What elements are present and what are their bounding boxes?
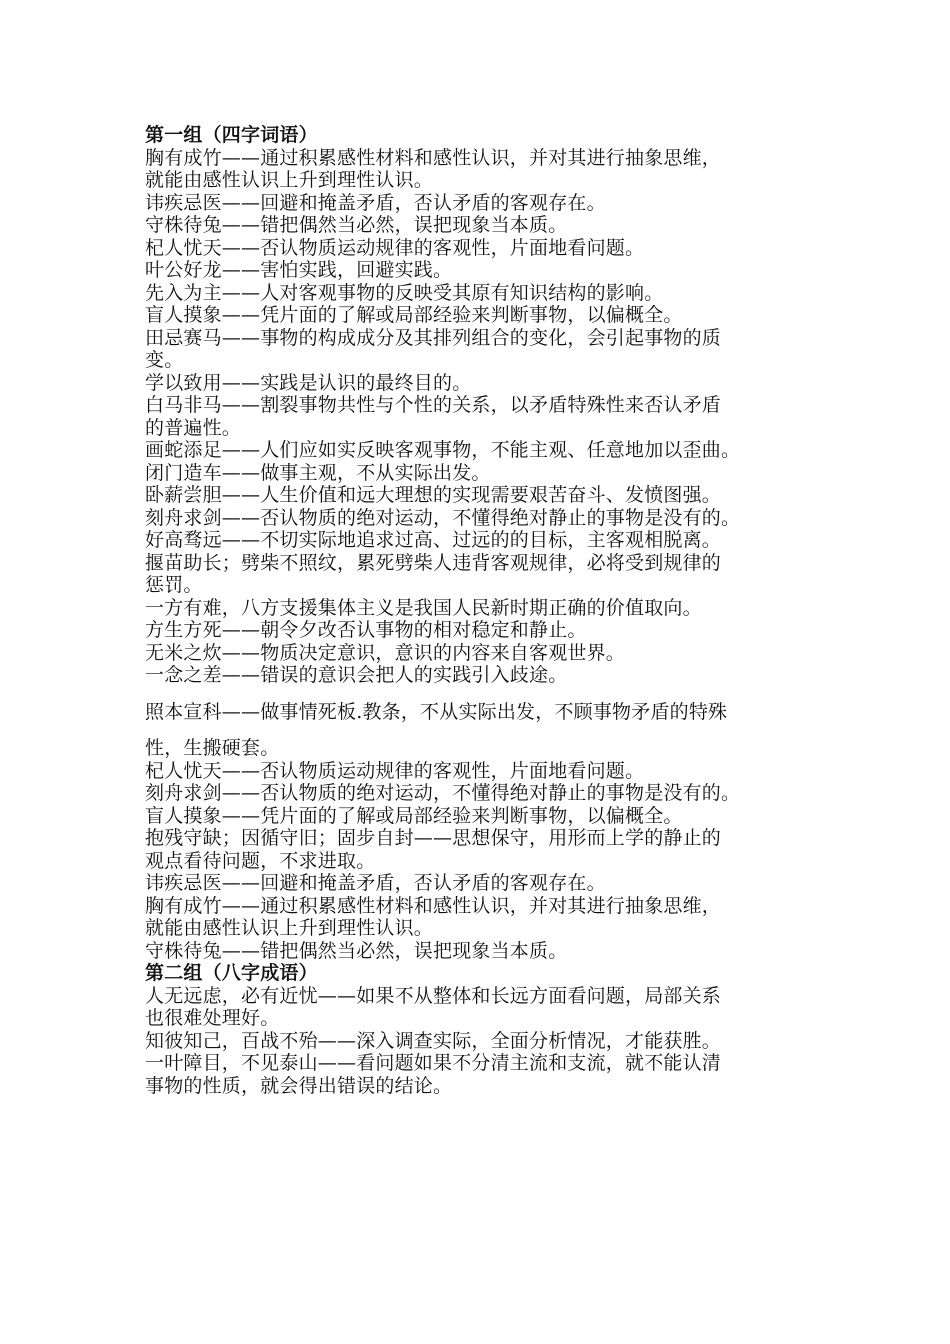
text-line: 卧薪尝胆——人生价值和远大理想的实现需要艰苦奋斗、发愤图强。 [145,484,722,506]
section-heading-2: 第二组（八字成语） [145,962,318,984]
text-line: 杞人忧天——否认物质运动规律的客观性，片面地看问题。 [145,236,645,259]
text-line: 先入为主——人对客观事物的反映受其原有知识结构的影响。 [145,281,664,304]
text-line: 盲人摸象——凭片面的了解或局部经验来判断事物，以偏概全。 [145,304,683,326]
text-line: 观点看待问题，不求进取。 [145,849,376,872]
text-line: 知彼知己，百战不殆——深入调查实际，全面分析情况，才能获胜。 [145,1029,722,1052]
text-line: 照本宣科——做事情死板.教条，不从实际出发，不顾事物矛盾的特殊 [145,700,728,723]
text-line: 事物的性质，就会得出错误的结论。 [145,1074,453,1097]
text-line: 讳疾忌医——回避和掩盖矛盾，否认矛盾的客观存在。 [145,191,606,214]
text-line: 学以致用——实践是认识的最终目的。 [145,371,472,394]
text-line: 白马非马——割裂事物共性与个性的关系，以矛盾特殊性来否认矛盾 [145,394,722,416]
text-line: 好高骛远——不切实际地追求过高、过远的的目标，主客观相脱离。 [145,529,722,551]
text-line: 的普遍性。 [145,416,242,439]
text-line: 守株待兔——错把偶然当必然，误把现象当本质。 [145,939,568,962]
text-line: 田忌赛马——事物的构成成分及其排列组合的变化，会引起事物的质 [145,326,722,349]
section-1-paragraph-zhaoben [145,701,825,760]
text-line: 惩罚。 [145,574,203,596]
text-line: 抱残守缺；因循守旧；固步自封——思想保守，用形而上学的静止的 [145,827,722,849]
text-line: 就能由感性认识上升到理性认识。 [145,169,434,191]
section-1-lines [145,147,825,687]
text-line: 守株待兔——错把偶然当必然，误把现象当本质。 [145,214,568,236]
text-line: 讳疾忌医——回避和掩盖矛盾，否认矛盾的客观存在。 [145,872,606,894]
text-line: 变。 [145,349,184,371]
text-line: 一方有难，八方支援集体主义是我国人民新时期正确的价值取向。 [145,596,702,619]
text-line: 方生方死——朝令夕改否认事物的相对稳定和静止。 [145,619,587,641]
text-line: 胸有成竹——通过积累感性材料和感性认识，并对其进行抽象思维， [145,894,722,917]
text-line: 性，生搬硬套。 [145,737,280,759]
section-heading-1: 第一组（四字词语） [145,124,318,146]
text-line: 一念之差——错误的意识会把人的实践引入歧途。 [145,664,568,686]
text-line: 杞人忧天——否认物质运动规律的客观性，片面地看问题。 [145,759,645,782]
section-1-lines-continued [145,760,825,963]
text-line: 叶公好龙——害怕实践，回避实践。 [145,259,453,281]
text-line: 刻舟求剑——否认物质的绝对运动，不懂得绝对静止的事物是没有的。 [145,782,741,804]
text-line: 盲人摸象——凭片面的了解或局部经验来判断事物，以偏概全。 [145,804,683,827]
text-line: 揠苗助长；劈柴不照纹，累死劈柴人违背客观规律，必将受到规律的 [145,551,722,574]
text-line: 闭门造车——做事主观，不从实际出发。 [145,461,491,484]
text-line: 人无远虑，必有近忧——如果不从整体和长远方面看问题，局部关系 [145,984,722,1007]
section-2-lines [145,985,825,1098]
text-line: 画蛇添足——人们应如实反映客观事物，不能主观、任意地加以歪曲。 [145,439,741,461]
document-page [145,124,825,1097]
text-line: 也很难处理好。 [145,1007,280,1029]
text-line: 无米之炊——物质决定意识，意识的内容来自客观世界。 [145,641,626,664]
text-line: 刻舟求剑——否认物质的绝对运动，不懂得绝对静止的事物是没有的。 [145,506,741,529]
text-line: 胸有成竹——通过积累感性材料和感性认识，并对其进行抽象思维， [145,146,722,169]
text-line: 就能由感性认识上升到理性认识。 [145,917,434,939]
text-line: 一叶障目，不见泰山——看问题如果不分清主流和支流，就不能认清 [145,1052,722,1074]
